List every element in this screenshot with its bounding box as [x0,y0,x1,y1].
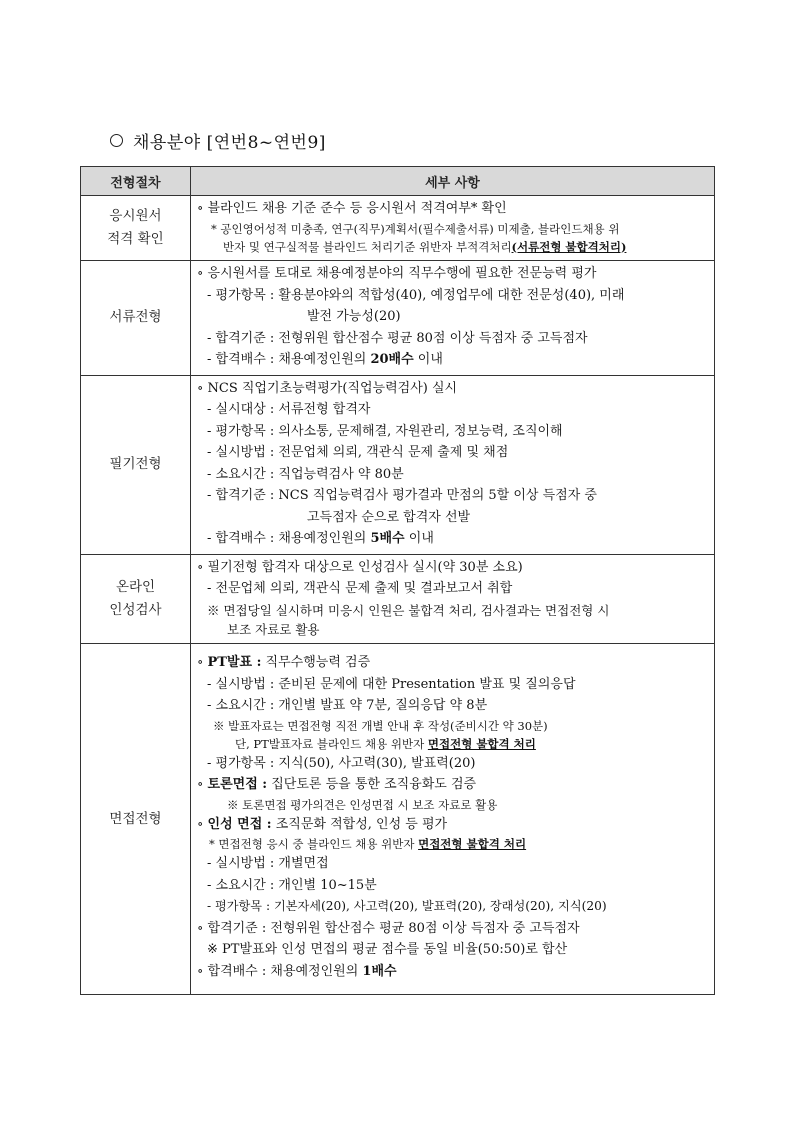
detail-line: ※ PT발표와 인성 면접의 평균 점수를 동일 비율(50:50)로 합산 [207,942,568,957]
stage-label: 필기전형 [109,456,162,472]
detail-line: - 실시방법 : 준비된 문제에 대한 Presentation 발표 및 질의응답 [207,676,576,692]
detail-line: ∘ 합격기준 : 전형위원 합산점수 평균 80점 이상 득점자 중 고득점자 [197,920,580,936]
stage-label: 면접전형 [109,810,162,827]
stage-cell [81,375,191,554]
detail-line: - 합격배수 : 채용예정인원의 20배수 이내 [207,352,443,367]
detail-note: 보조 자료로 활용 [227,622,320,637]
detail-note: 반자 및 연구실적물 블라인드 처리기준 위반자 부적격처리(서류전형 불합격처리) [223,239,627,254]
detail-note: ※ 토론면접 평가의견은 인성면접 시 보조 자료로 활용 [227,797,498,812]
detail-cell [191,554,715,644]
stage-label: 서류전형 [109,309,162,326]
stage-cell [81,644,191,995]
detail-cell [191,196,715,261]
emphasis-text: 인성 면접 : [207,816,272,832]
emphasis-text: 20배수 [370,352,414,367]
detail-line: ∘ PT발표 : 직무수행능력 검증 [197,655,371,670]
detail-line: - 실시방법 : 개별면접 [207,856,329,871]
detail-line: - 합격배수 : 채용예정인원의 5배수 이내 [207,531,434,546]
detail-note: 단, PT발표자료 블라인드 채용 위반자 면접전형 불합격 처리 [235,736,536,751]
detail-line: - 소요시간 : 직업능력검사 약 80분 [207,466,404,482]
detail-line: ∘ NCS 직업기초능력평가(직업능력검사) 실시 [197,380,458,396]
emphasis-text: 토론면접 : [207,777,268,792]
detail-line: ∘ 블라인드 채용 기준 준수 등 응시원서 적격여부* 확인 [197,201,507,216]
detail-line: - 소요시간 : 개인별 10~15분 [207,877,377,893]
stage-label: 적격 확인 [107,231,164,247]
detail-line: - 전문업체 의뢰, 객관식 문제 출제 및 결과보고서 취합 [207,581,513,596]
detail-line: - 평가항목 : 활용분야와의 적합성(40), 예정업무에 대한 전문성(40), 미래 [207,287,625,303]
detail-line: - 평가항목 : 의사소통, 문제해결, 자원관리, 정보능력, 조직이해 [207,423,563,439]
table-header-row [81,167,715,196]
detail-cell [191,375,715,554]
detail-line: - 실시대상 : 서류전형 합격자 [207,402,371,417]
detail-note: ※ 면접당일 실시하며 미응시 인원은 불합격 처리, 검사결과는 면접전형 시 [207,602,610,618]
stage-label: 인성검사 [109,601,162,618]
table-row [81,554,715,644]
detail-line: ∘ 응시원서를 토대로 채용예정분야의 직무수행에 필요한 전문능력 평가 [197,266,597,281]
table-row [81,261,715,376]
circle-bullet-icon [110,134,123,147]
table-row [81,196,715,261]
detail-cell [191,644,715,995]
detail-cell [191,261,715,376]
emphasis-text: 면접전형 불합격 처리 [418,837,527,851]
header-details: 세부 사항 [191,167,715,196]
header-stage: 전형절차 [81,167,191,196]
detail-line: - 평가항목 : 기본자세(20), 사고력(20), 발표력(20), 장래성(20), 지식(20) [207,899,607,913]
emphasis-text: 1배수 [362,963,397,979]
detail-note: * 면접전형 응시 중 블라인드 채용 위반자 면접전형 불합격 처리 [209,837,527,851]
emphasis-text: PT발표 : [207,655,262,670]
detail-line: - 합격기준 : NCS 직업능력검사 평가결과 만점의 5할 이상 득점자 중 [207,488,597,503]
detail-line: - 평가항목 : 지식(50), 사고력(30), 발표력(20) [207,755,476,771]
detail-line: - 소요시간 : 개인별 발표 약 7분, 질의응답 약 8분 [207,698,488,713]
detail-line: 고득점자 순으로 합격자 선발 [307,509,471,525]
selection-process-table [80,166,715,995]
stage-cell [81,554,191,644]
detail-line: ∘ 인성 면접 : 조직문화 적합성, 인성 등 평가 [197,816,448,832]
detail-line: ∘ 합격배수 : 채용예정인원의 1배수 [197,963,397,979]
detail-line: ∘ 토론면접 : 집단토론 등을 통한 조직융화도 검증 [197,777,477,792]
emphasis-text: 면접전형 불합격 처리 [427,736,536,751]
section-title-text: 채용분야 [연번8~연번9] [133,133,326,153]
stage-cell [81,261,191,376]
table-row [81,375,715,554]
emphasis-text: 5배수 [370,531,405,546]
detail-line: - 실시방법 : 전문업체 의뢰, 객관식 문제 출제 및 채점 [207,445,509,460]
detail-note: * 공인영어성적 미충족, 연구(직무)계획서(필수제출서류) 미제출, 블라인드채용 위 [211,221,620,236]
detail-line: 발전 가능성(20) [307,309,401,324]
emphasis-text: (서류전형 불합격처리) [511,239,627,254]
detail-line: - 합격기준 : 전형위원 합산점수 평균 80점 이상 득점자 중 고득점자 [207,330,588,346]
section-title [110,128,326,153]
stage-label: 응시원서 [109,208,162,224]
table-row [81,644,715,995]
detail-note: ※ 발표자료는 면접전형 직전 개별 안내 후 작성(준비시간 약 30분) [213,718,548,733]
stage-cell [81,196,191,261]
detail-line: ∘ 필기전형 합격자 대상으로 인성검사 실시(약 30분 소요) [197,559,523,575]
stage-label: 온라인 [115,578,156,595]
